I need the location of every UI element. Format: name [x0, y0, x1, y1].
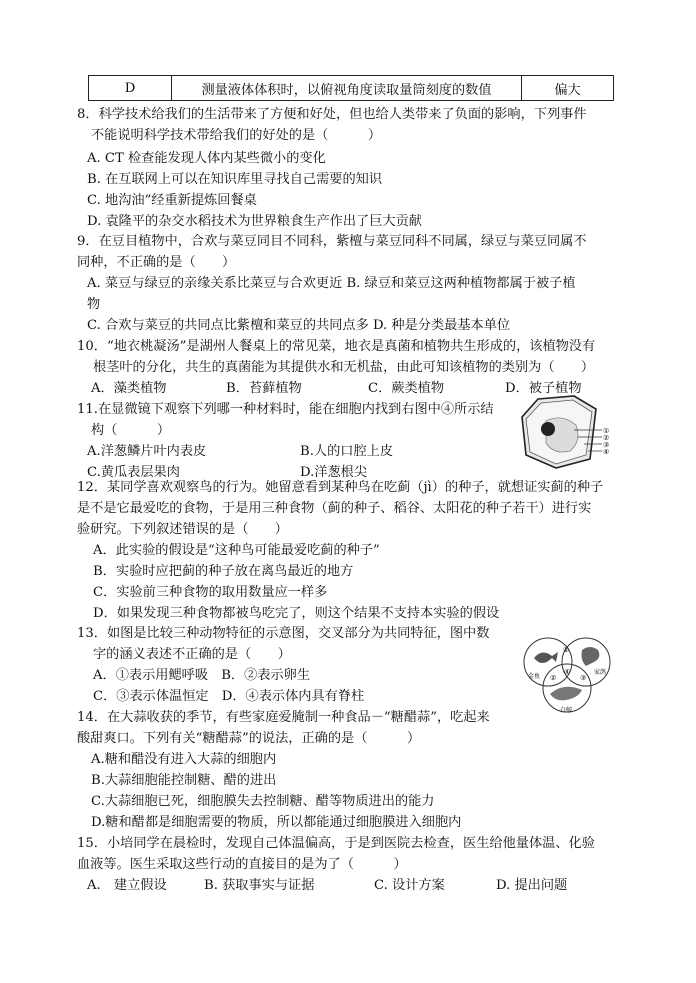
q15-stem-cont: 血液等。医生采取这些行动的直接目的是为了（ ）	[77, 857, 407, 872]
table-cell: 测量液体体积时，以俯视角度读取量筒刻度的数值	[172, 76, 522, 101]
q10-option-b: B．苔藓植物	[226, 381, 302, 396]
q10-option-c: C．蕨类植物	[368, 381, 445, 396]
q10-stem-cont: 根茎叶的分化，共生的真菌能为其提供水和无机盐，由此可知该植物的类别为（ ）	[93, 360, 595, 375]
q13-stem-cont: 字的涵义表述不正确的是（ ）	[93, 647, 291, 662]
q12-option-d: D．如果发现三种食物都被鸟吃完了，则这个结果不支持本实验的假设	[93, 606, 500, 621]
fish-icon	[534, 652, 558, 663]
q9-options-ab: A. 菜豆与绿豆的亲缘关系比菜豆与合欢更近 B. 绿豆和菜豆这两种植物都属于被子植	[87, 276, 576, 291]
q14-stem-cont: 酸甜爽口。下列有关“糖醋蒜”的说法，正确的是（ ）	[77, 731, 421, 746]
q10-option-a: A．藻类植物	[91, 381, 167, 396]
q12-option-c: C．实验前三种食物的取用数量应一样多	[93, 585, 328, 600]
q15-option-b: B. 获取事实与证据	[204, 878, 315, 893]
q12-option-b: B．实验时应把蓟的种子放在离鸟最近的地方	[93, 564, 354, 579]
table-cell: D	[89, 76, 172, 101]
fish-label: 金鱼	[528, 673, 541, 680]
q15-option-d: D. 提出问题	[496, 878, 568, 893]
q14-option-d: D.糖和醋都是细胞需要的物质，所以都能通过细胞膜进入细胞内	[91, 815, 462, 830]
q11-option-d: D.洋葱根尖	[300, 465, 368, 480]
animal-venn-diagram	[520, 630, 616, 720]
q8-option-b: B. 在互联网上可以在知识库里寻找自己需要的知识	[87, 172, 383, 187]
pigeon-icon	[582, 647, 600, 666]
q10-stem: 10．“地衣桃凝汤”是湖州人餐桌上的常见菜，地衣是真菌和植物共生形成的，该植物没有	[77, 339, 596, 354]
q9-stem: 9．在豆目植物中，合欢与菜豆同目不同科，紫檀与菜豆同科不同属，绿豆与菜豆同属不	[77, 234, 587, 249]
pigeon-label: 家鸽	[594, 669, 607, 676]
q8-stem-cont: 不能说明科学技术带给我们的好处的是（ ）	[91, 128, 382, 143]
q15-option-a: A. 建立假设	[87, 878, 167, 893]
dolphin-label: 白鲸	[560, 707, 573, 714]
q11-stem: 11.在显微镜下观察下列哪一种材料时，能在细胞内找到右图中④所示结	[77, 402, 494, 417]
table-row	[89, 76, 614, 101]
plant-cell-figure	[516, 393, 614, 471]
q13-options-ab: A．①表示用鳃呼吸 B．②表示卵生	[93, 668, 311, 683]
q15-stem: 15．小培同学在晨检时，发现自己体温偏高，于是到医院去检查，医生给他量体温、化验	[77, 836, 595, 851]
q8-stem: 8．科学技术给我们的生活带来了方便和好处，但也给人类带来了负面的影响，下列事件	[77, 107, 587, 122]
q13-stem: 13．如图是比较三种动物特征的示意图，交叉部分为共同特征，图中数	[77, 626, 490, 641]
q12-stem-cont: 是不是它最爱吃的食物，于是用三种食物（蓟的种子、稻谷、太阳花的种子若干）进行实	[77, 501, 592, 516]
q11-option-a: A.洋葱鳞片叶内表皮	[87, 444, 207, 459]
q9-stem-cont: 同种，不正确的是（ ）	[77, 255, 236, 270]
answer-table	[88, 75, 614, 101]
q14-option-a: A.糖和醋没有进入大蒜的细胞内	[91, 752, 277, 767]
region-label-2: ②	[550, 674, 557, 682]
q15-option-c: C. 设计方案	[374, 878, 445, 893]
region-label-4: ④	[564, 668, 571, 676]
q13-options-cd: C．③表示体温恒定 D．④表示体内具有脊柱	[93, 689, 365, 704]
q8-option-d: D. 袁隆平的杂交水稻技术为世界粮食生产作出了巨大贡献	[87, 214, 422, 229]
q14-option-b: B.大蒜细胞能控制糖、醋的进出	[91, 773, 277, 788]
cell-label-3: ③	[603, 441, 610, 449]
cell-label-1: ①	[603, 427, 610, 435]
region-label-3: ③	[580, 674, 587, 682]
q12-stem-cont2: 验研究。下列叙述错误的是（ ）	[77, 522, 288, 537]
q8-option-c: C. 地沟油”经重新提炼回餐桌	[87, 193, 257, 208]
q12-stem: 12．某同学喜欢观察鸟的行为。她留意看到某种鸟在吃蓟（jì）的种子，就想证实蓟的种子	[77, 480, 604, 495]
q11-option-c: C.黄瓜表层果肉	[87, 465, 180, 480]
q12-option-a: A．此实验的假设是“这种鸟可能最爱吃蓟的种子”	[93, 543, 380, 558]
q10-option-d: D．被子植物	[505, 381, 582, 396]
dolphin-icon	[550, 687, 582, 701]
q11-stem-cont: 构（ ）	[91, 423, 171, 438]
region-label-1: ①	[563, 646, 570, 654]
q9-options-ab-cont: 物	[87, 297, 101, 312]
table-cell: 偏大	[522, 76, 614, 101]
cell-label-2: ②	[603, 434, 610, 442]
q8-option-a: A. CT 检查能发现人体内某些微小的变化	[87, 151, 326, 166]
q11-option-b: B.人的口腔上皮	[300, 444, 394, 459]
q14-stem: 14．在大蒜收获的季节，有些家庭爱腌制一种食品－“糖醋蒜”，吃起来	[77, 710, 490, 725]
cell-label-4: ④	[603, 448, 610, 456]
q14-option-c: C.大蒜细胞已死，细胞膜失去控制糖、醋等物质进出的能力	[91, 794, 435, 809]
q9-options-cd: C. 合欢与菜豆的共同点比紫檀和菜豆的共同点多 D. 种是分类最基本单位	[87, 318, 511, 333]
